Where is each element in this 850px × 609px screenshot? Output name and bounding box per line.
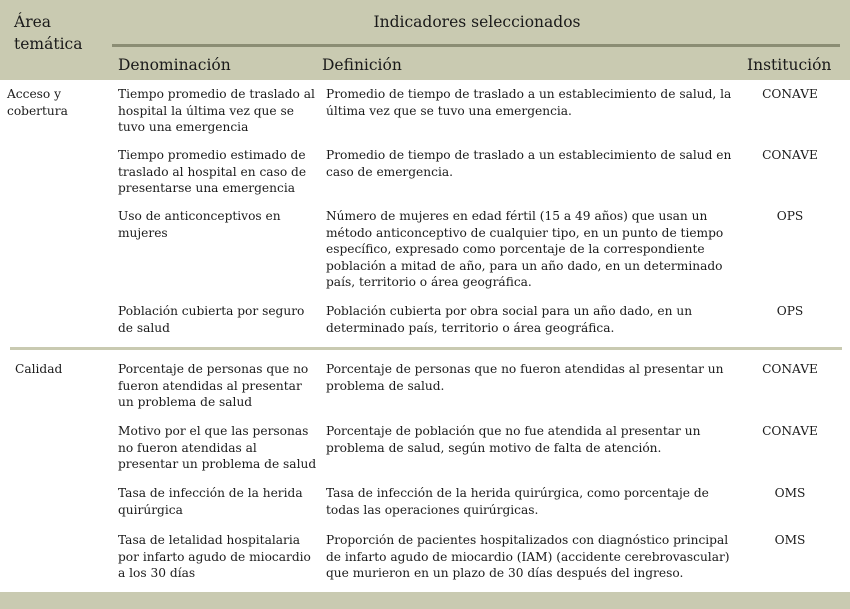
- definicion-cell: Población cubierta por obra social para un año dado, en un determinado país, territorio o área geográfica.: [326, 304, 693, 335]
- denominacion-cell: Tiempo promedio estimado de traslado al hospital en caso de presentarse una emergencia: [118, 148, 307, 195]
- institucion-cell: OPS: [776, 209, 804, 223]
- section-divider: [10, 347, 842, 350]
- denominacion-cell: Motivo por el que las personas no fueron atendidas al presentar un problema de salud: [118, 424, 317, 471]
- table-header: [0, 0, 850, 80]
- denominacion-cell: Tiempo promedio de traslado al hospital la última vez que se tuvo una emergencia: [118, 87, 315, 134]
- institucion-cell: OMS: [774, 533, 806, 547]
- header-divider: [112, 44, 840, 47]
- definicion-cell: Tasa de infección de la herida quirúrgica, como porcentaje de todas las operaciones quirúrgicas.: [326, 486, 709, 517]
- table-footer-band: [0, 592, 850, 609]
- area-label: Acceso y cobertura: [7, 87, 68, 118]
- denominacion-cell: Uso de anticonceptivos en mujeres: [118, 209, 281, 240]
- institucion-cell: CONAVE: [762, 424, 818, 438]
- definicion-cell: Porcentaje de personas que no fueron atendidas al presentar un problema de salud.: [326, 362, 724, 393]
- institucion-cell: OPS: [776, 304, 804, 318]
- header-indicadores-seleccionados: Indicadores seleccionados: [373, 13, 581, 31]
- column-header-denominacion: Denominación: [118, 56, 231, 74]
- institucion-cell: CONAVE: [762, 148, 818, 162]
- column-header-definicion: Definición: [322, 56, 402, 74]
- denominacion-cell: Tasa de letalidad hospitalaria por infarto agudo de miocardio a los 30 días: [118, 533, 311, 580]
- header-area-tematica: Área temática: [14, 13, 83, 53]
- institucion-cell: OMS: [774, 486, 806, 500]
- area-label: Calidad: [15, 362, 63, 376]
- definicion-cell: Proporción de pacientes hospitalizados con diagnóstico principal de infarto agudo de miocardio (IAM) (accidente cerebrovascular) que murieron en un plazo de 30 días después del ingreso.: [326, 533, 730, 580]
- denominacion-cell: Población cubierta por seguro de salud: [118, 304, 305, 335]
- column-header-institucion: Institución: [747, 56, 832, 74]
- definicion-cell: Promedio de tiempo de traslado a un establecimiento de salud en caso de emergencia.: [326, 148, 732, 179]
- definicion-cell: Porcentaje de población que no fue atendida al presentar un problema de salud, según motivo de falta de atención.: [326, 424, 701, 455]
- definicion-cell: Promedio de tiempo de traslado a un establecimiento de salud, la última vez que se tuvo una emergencia.: [326, 87, 732, 118]
- institucion-cell: CONAVE: [762, 362, 818, 376]
- denominacion-cell: Tasa de infección de la herida quirúrgica: [118, 486, 303, 517]
- denominacion-cell: Porcentaje de personas que no fueron atendidas al presentar un problema de salud: [118, 362, 309, 409]
- definicion-cell: Número de mujeres en edad fértil (15 a 49 años) que usan un método anticonceptivo de cualquier tipo, en un punto de tiempo específico, expresado como porcentaje de la correspondiente población a mitad de año, para un año dado, en un determinado país, territorio o área geográfica.: [326, 209, 724, 289]
- institucion-cell: CONAVE: [762, 87, 818, 101]
